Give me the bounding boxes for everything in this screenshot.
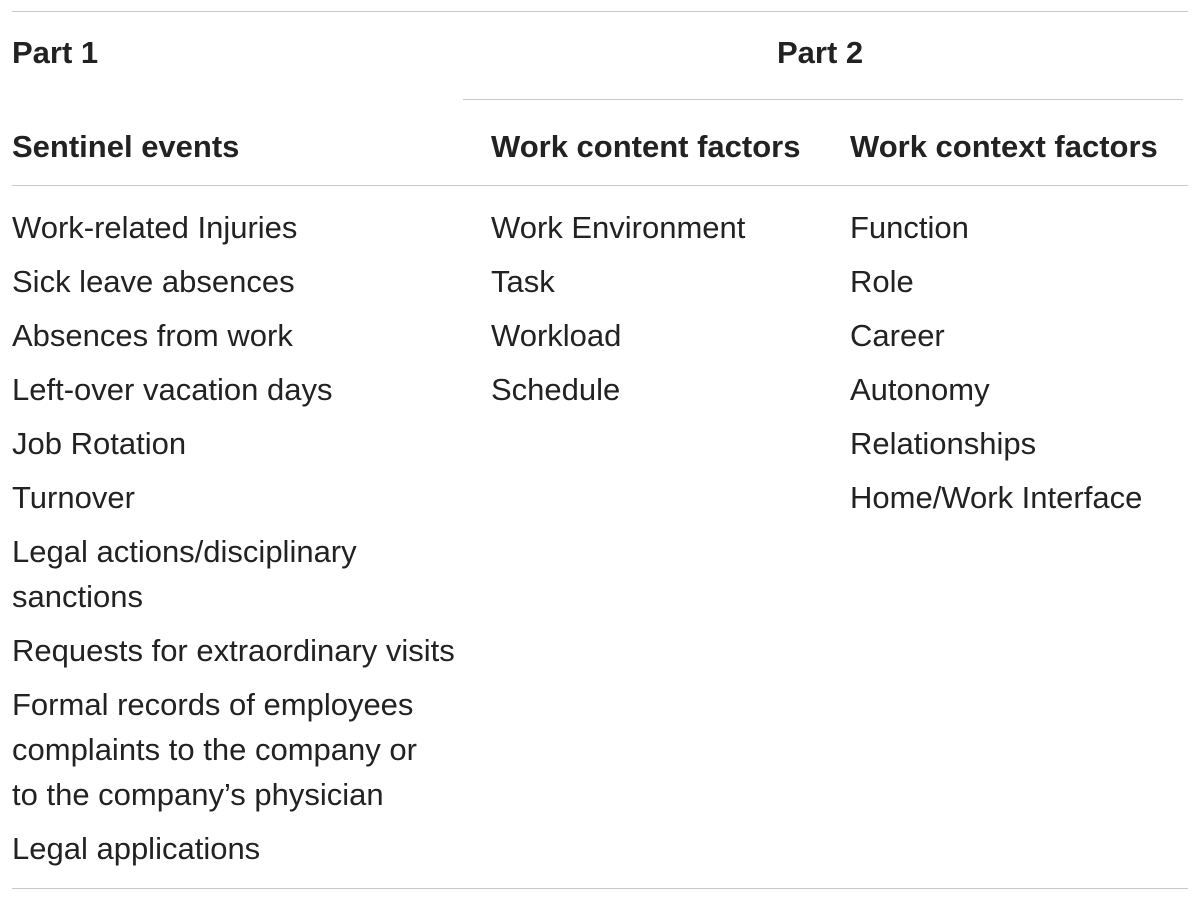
list-item-line: Job Rotation xyxy=(12,426,187,461)
list-item: Workload xyxy=(491,318,622,353)
list-item-line: to the company’s physician xyxy=(12,777,384,812)
header-sentinel-events: Sentinel events xyxy=(12,129,240,164)
list-item: Function xyxy=(850,210,969,245)
work-context-factors-list xyxy=(850,205,1142,529)
list-item xyxy=(12,682,455,817)
list-item: Relationships xyxy=(850,426,1037,461)
list-item: Autonomy xyxy=(850,372,990,407)
list-item-line: Turnover xyxy=(12,480,135,515)
list-item xyxy=(12,367,455,412)
header-work-context-factors: Work context factors xyxy=(850,129,1158,164)
list-item: Schedule xyxy=(491,372,621,407)
list-item xyxy=(12,475,455,520)
list-item-line: Legal actions/disciplinary xyxy=(12,534,357,569)
sentinel-events-list xyxy=(12,205,455,880)
list-item-line: Left-over vacation days xyxy=(12,372,333,407)
list-item-line: Sick leave absences xyxy=(12,264,295,299)
rule-bottom xyxy=(12,888,1188,889)
rule-part2-underline xyxy=(463,99,1183,100)
part1-label: Part 1 xyxy=(12,35,99,70)
list-item-line: Requests for extraordinary visits xyxy=(12,633,455,668)
list-item: Career xyxy=(850,318,945,353)
list-item xyxy=(12,628,455,673)
part2-label: Part 2 xyxy=(777,35,864,70)
list-item: Home/Work Interface xyxy=(850,480,1143,515)
list-item xyxy=(12,529,455,619)
list-item: Task xyxy=(491,264,555,299)
list-item xyxy=(12,313,455,358)
list-item xyxy=(12,421,455,466)
list-item: Role xyxy=(850,264,914,299)
list-item: Work Environment xyxy=(491,210,746,245)
rule-top xyxy=(12,11,1188,12)
list-item-line: Absences from work xyxy=(12,318,293,353)
list-item xyxy=(12,826,455,871)
list-item-line: Legal applications xyxy=(12,831,261,866)
list-item-line: complaints to the company or xyxy=(12,732,417,767)
list-item-line: Formal records of employees xyxy=(12,687,414,722)
header-work-content-factors: Work content factors xyxy=(491,129,801,164)
list-item xyxy=(12,205,455,250)
list-item-line: Work-related Injuries xyxy=(12,210,298,245)
list-item-line: sanctions xyxy=(12,579,143,614)
rule-header-bottom xyxy=(12,185,1188,186)
work-content-factors-list xyxy=(491,205,745,421)
list-item xyxy=(12,259,455,304)
